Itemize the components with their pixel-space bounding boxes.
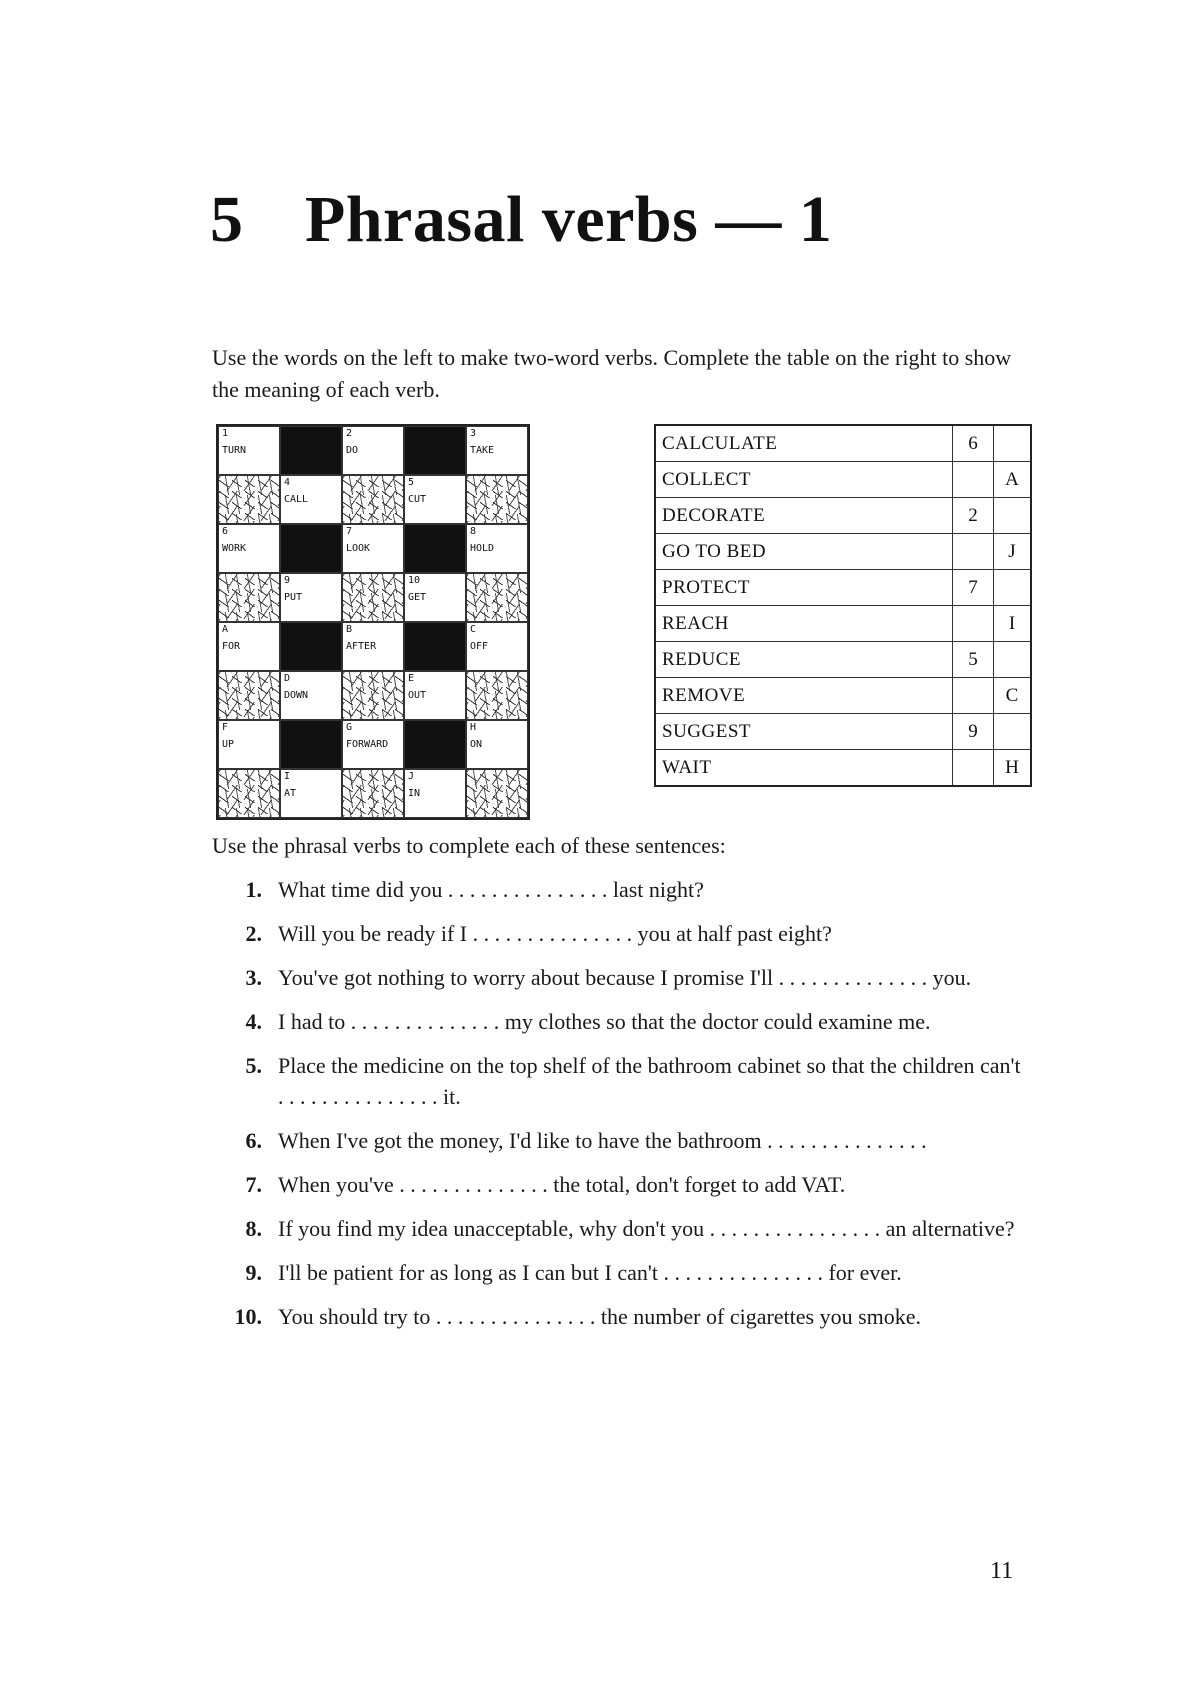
grid-cell-pattern (466, 769, 528, 818)
sentence-item (222, 1257, 1022, 1288)
sentence-text: What time did you . . . . . . . . . . . . . . . last night? (278, 877, 704, 902)
grid-cell-word (218, 622, 280, 671)
sentence-number: 5. (245, 1053, 262, 1078)
meaning-letter: J (994, 534, 1032, 570)
sentence-number: 8. (245, 1216, 262, 1241)
meaning-word: REMOVE (655, 678, 953, 714)
grid-cell-word-text: OUT (408, 690, 427, 701)
meaning-number: 7 (953, 570, 994, 606)
meaning-number: 2 (953, 498, 994, 534)
word-grid (216, 424, 530, 820)
grid-cell-pattern (218, 671, 280, 720)
grid-cell-id: 6 (222, 526, 229, 537)
grid-cell-id: C (470, 624, 477, 635)
grid-cell-black (404, 720, 466, 769)
sentence-number: 4. (245, 1009, 262, 1034)
meaning-row (655, 678, 1031, 714)
meaning-letter: A (994, 462, 1032, 498)
grid-cell-word-text: GET (408, 592, 427, 603)
grid-cell-pattern (218, 573, 280, 622)
sentence-text: When you've . . . . . . . . . . . . . . the total, don't forget to add VAT. (278, 1172, 846, 1197)
meaning-row (655, 606, 1031, 642)
unit-title: Phrasal verbs — 1 (305, 183, 833, 256)
meaning-number (953, 606, 994, 642)
sentence-number: 7. (245, 1172, 262, 1197)
grid-cell-word (342, 524, 404, 573)
grid-cell-id: 9 (284, 575, 291, 586)
sentence-item (222, 1006, 1022, 1037)
grid-cell-black (404, 426, 466, 475)
sentence-number: 1. (245, 877, 262, 902)
grid-cell-id: H (470, 722, 477, 733)
meaning-letter: C (994, 678, 1032, 714)
grid-cell-id: B (346, 624, 353, 635)
grid-cell-word (280, 573, 342, 622)
meaning-word: CALCULATE (655, 425, 953, 462)
sentence-item (222, 1213, 1022, 1244)
grid-cell-word-text: DO (346, 445, 359, 456)
grid-cell-black (404, 622, 466, 671)
grid-cell-word (404, 573, 466, 622)
grid-cell-word (466, 622, 528, 671)
sentence-item (222, 1050, 1022, 1112)
meaning-number: 6 (953, 425, 994, 462)
grid-cell-word (466, 524, 528, 573)
grid-cell-word (280, 671, 342, 720)
grid-cell-word (280, 475, 342, 524)
grid-cell-black (280, 426, 342, 475)
grid-cell-word (280, 769, 342, 818)
sentence-item (222, 918, 1022, 949)
grid-cell-pattern (342, 573, 404, 622)
grid-cell-id: F (222, 722, 229, 733)
grid-cell-id: 10 (408, 575, 421, 586)
grid-cell-id: J (408, 771, 415, 782)
sentence-text: When I've got the money, I'd like to have the bathroom . . . . . . . . . . . . . . . (278, 1128, 927, 1153)
sentence-number: 6. (245, 1128, 262, 1153)
sentence-text: If you find my idea unacceptable, why don't you . . . . . . . . . . . . . . . . an alternative? (278, 1216, 1015, 1241)
meaning-number: 5 (953, 642, 994, 678)
grid-cell-word-text: AT (284, 788, 297, 799)
meaning-word: GO TO BED (655, 534, 953, 570)
grid-cell-id: 8 (470, 526, 477, 537)
meaning-letter (994, 498, 1032, 534)
grid-cell-word (342, 622, 404, 671)
meaning-number (953, 678, 994, 714)
meaning-number: 9 (953, 714, 994, 750)
grid-cell-word (218, 426, 280, 475)
meaning-table (654, 424, 1032, 787)
sentence-list (222, 874, 1022, 1345)
grid-cell-word (404, 769, 466, 818)
sentence-text: I'll be patient for as long as I can but I can't . . . . . . . . . . . . . . . for ever. (278, 1260, 902, 1285)
meaning-letter: H (994, 750, 1032, 787)
grid-cell-id: A (222, 624, 229, 635)
sentence-number: 2. (245, 921, 262, 946)
meaning-row (655, 570, 1031, 606)
grid-cell-id: E (408, 673, 415, 684)
grid-cell-word-text: OFF (470, 641, 489, 652)
grid-cell-black (280, 622, 342, 671)
grid-cell-pattern (466, 671, 528, 720)
grid-cell-word-text: HOLD (470, 543, 495, 554)
meaning-word: DECORATE (655, 498, 953, 534)
meaning-number (953, 750, 994, 787)
grid-cell-pattern (218, 475, 280, 524)
meaning-number (953, 534, 994, 570)
grid-cell-id: 3 (470, 428, 477, 439)
grid-cell-id: 5 (408, 477, 415, 488)
meaning-letter (994, 425, 1032, 462)
grid-cell-black (404, 524, 466, 573)
sentence-number: 10. (234, 1304, 262, 1329)
meaning-word: REDUCE (655, 642, 953, 678)
sentence-text: Will you be ready if I . . . . . . . . . . . . . . . you at half past eight? (278, 921, 832, 946)
grid-cell-id: 1 (222, 428, 229, 439)
meaning-letter (994, 714, 1032, 750)
grid-cell-word (404, 475, 466, 524)
sentence-item (222, 1125, 1022, 1156)
unit-number: 5 (210, 183, 244, 256)
meaning-row (655, 462, 1031, 498)
grid-cell-id: I (284, 771, 291, 782)
sentence-item (222, 1169, 1022, 1200)
grid-cell-id: G (346, 722, 353, 733)
meaning-number (953, 462, 994, 498)
grid-cell-word (218, 720, 280, 769)
grid-cell-word-text: UP (222, 739, 235, 750)
grid-cell-word-text: IN (408, 788, 421, 799)
meaning-word: SUGGEST (655, 714, 953, 750)
page-title (210, 182, 832, 258)
sentence-text: I had to . . . . . . . . . . . . . . my clothes so that the doctor could examine me. (278, 1009, 931, 1034)
grid-cell-word (466, 426, 528, 475)
sentence-text: Place the medicine on the top shelf of the bathroom cabinet so that the children can't . . . . . . . . . . . . . . . it. (278, 1053, 1021, 1109)
grid-cell-id: D (284, 673, 291, 684)
grid-cell-pattern (342, 475, 404, 524)
sentence-item (222, 962, 1022, 993)
grid-cell-word (466, 720, 528, 769)
grid-cell-black (280, 524, 342, 573)
grid-cell-word-text: TAKE (470, 445, 495, 456)
grid-cell-pattern (342, 671, 404, 720)
sentence-item (222, 1301, 1022, 1332)
page-number: 11 (990, 1558, 1014, 1584)
sentence-item (222, 874, 1022, 905)
grid-cell-word (342, 720, 404, 769)
grid-cell-word-text: TURN (222, 445, 247, 456)
grid-cell-word (218, 524, 280, 573)
grid-cell-word-text: CUT (408, 494, 427, 505)
grid-cell-pattern (466, 475, 528, 524)
meaning-letter: I (994, 606, 1032, 642)
sentence-number: 9. (245, 1260, 262, 1285)
grid-cell-word-text: ON (470, 739, 483, 750)
grid-cell-word-text: WORK (222, 543, 247, 554)
meaning-word: PROTECT (655, 570, 953, 606)
instructions-sentences: Use the phrasal verbs to complete each of these sentences: (212, 833, 726, 858)
meaning-row (655, 425, 1031, 462)
instructions-grid: Use the words on the left to make two-word verbs. Complete the table on the right to show the meaning of each verb. (212, 345, 1012, 402)
meaning-row (655, 714, 1031, 750)
grid-cell-word (404, 671, 466, 720)
grid-cell-word-text: LOOK (346, 543, 371, 554)
grid-cell-black (280, 720, 342, 769)
meaning-word: COLLECT (655, 462, 953, 498)
grid-cell-id: 7 (346, 526, 353, 537)
grid-cell-word-text: CALL (284, 494, 309, 505)
grid-cell-word-text: AFTER (346, 641, 377, 652)
grid-cell-word (342, 426, 404, 475)
grid-cell-id: 4 (284, 477, 291, 488)
grid-cell-word-text: DOWN (284, 690, 309, 701)
meaning-word: REACH (655, 606, 953, 642)
meaning-row (655, 750, 1031, 787)
meaning-word: WAIT (655, 750, 953, 787)
sentence-text: You've got nothing to worry about because I promise I'll . . . . . . . . . . . . . . you. (278, 965, 972, 990)
meaning-row (655, 498, 1031, 534)
grid-cell-pattern (218, 769, 280, 818)
grid-cell-word-text: FORWARD (346, 739, 389, 750)
sentence-text: You should try to . . . . . . . . . . . . . . . the number of cigarettes you smoke. (278, 1304, 922, 1329)
meaning-letter (994, 570, 1032, 606)
grid-cell-pattern (342, 769, 404, 818)
grid-cell-pattern (466, 573, 528, 622)
sentence-number: 3. (245, 965, 262, 990)
grid-cell-id: 2 (346, 428, 353, 439)
grid-cell-word-text: FOR (222, 641, 241, 652)
grid-cell-word-text: PUT (284, 592, 303, 603)
meaning-letter (994, 642, 1032, 678)
meaning-row (655, 534, 1031, 570)
meaning-row (655, 642, 1031, 678)
